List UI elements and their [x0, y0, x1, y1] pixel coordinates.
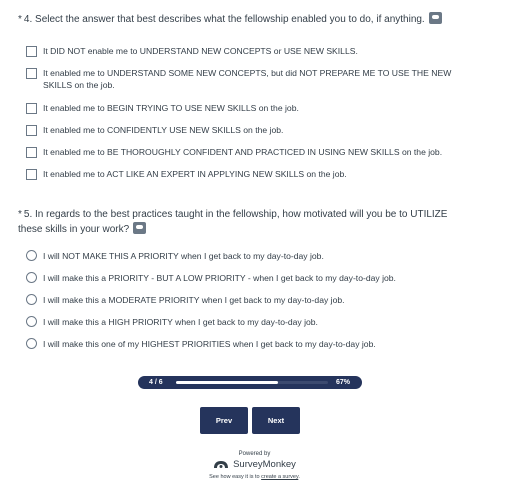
progress-fill: [176, 381, 278, 384]
surveymonkey-logo[interactable]: [0, 459, 509, 470]
checkbox[interactable]: [26, 68, 37, 79]
progress-track: [176, 381, 328, 384]
radio-option[interactable]: [26, 272, 479, 284]
question-5-title: [18, 207, 473, 237]
option-label: It enabled me to BEGIN TRYING TO USE NEW SKILLS on the job.: [43, 103, 299, 113]
radio-button[interactable]: [26, 250, 37, 261]
comment-icon[interactable]: [133, 222, 146, 234]
checkbox[interactable]: [26, 125, 37, 136]
radio-option[interactable]: [26, 316, 479, 328]
option-label: I will make this a MODERATE PRIORITY when I get back to my day-to-day job.: [43, 295, 345, 305]
radio-option[interactable]: [26, 338, 479, 350]
question-text: In regards to the best practices taught in the fellowship, how motivated will you be to UTILIZE these skills in your work?: [18, 209, 448, 235]
powered-by-label: Powered by: [238, 451, 271, 457]
radio-button[interactable]: [26, 316, 37, 327]
checkbox-option[interactable]: [26, 45, 479, 57]
brand-name: SurveyMonkey: [233, 459, 296, 470]
checkbox[interactable]: [26, 169, 37, 180]
radio-option[interactable]: [26, 294, 479, 306]
comment-icon[interactable]: [429, 12, 442, 24]
checkbox-option[interactable]: [26, 168, 479, 180]
checkbox-option[interactable]: [26, 146, 479, 158]
radio-button[interactable]: [26, 294, 37, 305]
tagline-prefix: See how easy it is to: [209, 474, 260, 480]
footer-tagline: [0, 474, 509, 480]
radio-button[interactable]: [26, 272, 37, 283]
option-label: I will make this a PRIORITY - BUT A LOW PRIORITY - when I get back to my day-to-day job.: [43, 273, 396, 283]
surveymonkey-logo-icon: [213, 460, 229, 469]
radio-option[interactable]: [26, 250, 479, 262]
required-marker: *: [18, 14, 22, 25]
question-number: 4.: [23, 14, 33, 25]
checkbox-option[interactable]: [26, 102, 479, 114]
radio-button[interactable]: [26, 338, 37, 349]
tagline-suffix: .: [298, 474, 300, 480]
checkbox[interactable]: [26, 147, 37, 158]
option-label: I will make this one of my HIGHEST PRIORITIES when I get back to my day-to-day job.: [43, 339, 376, 349]
progress-bar: [138, 376, 362, 389]
next-button[interactable]: Next: [252, 407, 300, 434]
option-label: I will make this a HIGH PRIORITY when I get back to my day-to-day job.: [43, 317, 318, 327]
prev-button[interactable]: Prev: [200, 407, 248, 434]
option-label: It enabled me to BE THOROUGHLY CONFIDENT AND PRACTICED IN USING NEW SKILLS on the job.: [43, 147, 443, 157]
progress-percent-label: 67%: [336, 379, 351, 386]
progress-page-label: 4 / 6: [149, 379, 163, 386]
create-survey-link[interactable]: create a survey: [261, 474, 299, 480]
checkbox-option[interactable]: [26, 124, 479, 136]
option-label: It enabled me to CONFIDENTLY USE NEW SKILLS on the job.: [43, 125, 284, 135]
option-label: I will NOT MAKE THIS A PRIORITY when I get back to my day-to-day job.: [43, 251, 324, 261]
question-4-title: [18, 12, 473, 27]
question-text: Select the answer that best describes what the fellowship enabled you to do, if anything.: [35, 14, 425, 25]
checkbox-option[interactable]: [26, 67, 479, 91]
option-label: It enabled me to ACT LIKE AN EXPERT IN APPLYING NEW SKILLS on the job.: [43, 169, 347, 179]
required-marker: *: [18, 209, 22, 220]
question-number: 5.: [23, 209, 33, 220]
checkbox[interactable]: [26, 46, 37, 57]
option-label: It DID NOT enable me to UNDERSTAND NEW CONCEPTS or USE NEW SKILLS.: [43, 46, 358, 56]
checkbox[interactable]: [26, 103, 37, 114]
option-label: It enabled me to UNDERSTAND SOME NEW CONCEPTS, but did NOT PREPARE ME TO USE THE NEW SKILLS on the job.: [43, 68, 452, 90]
